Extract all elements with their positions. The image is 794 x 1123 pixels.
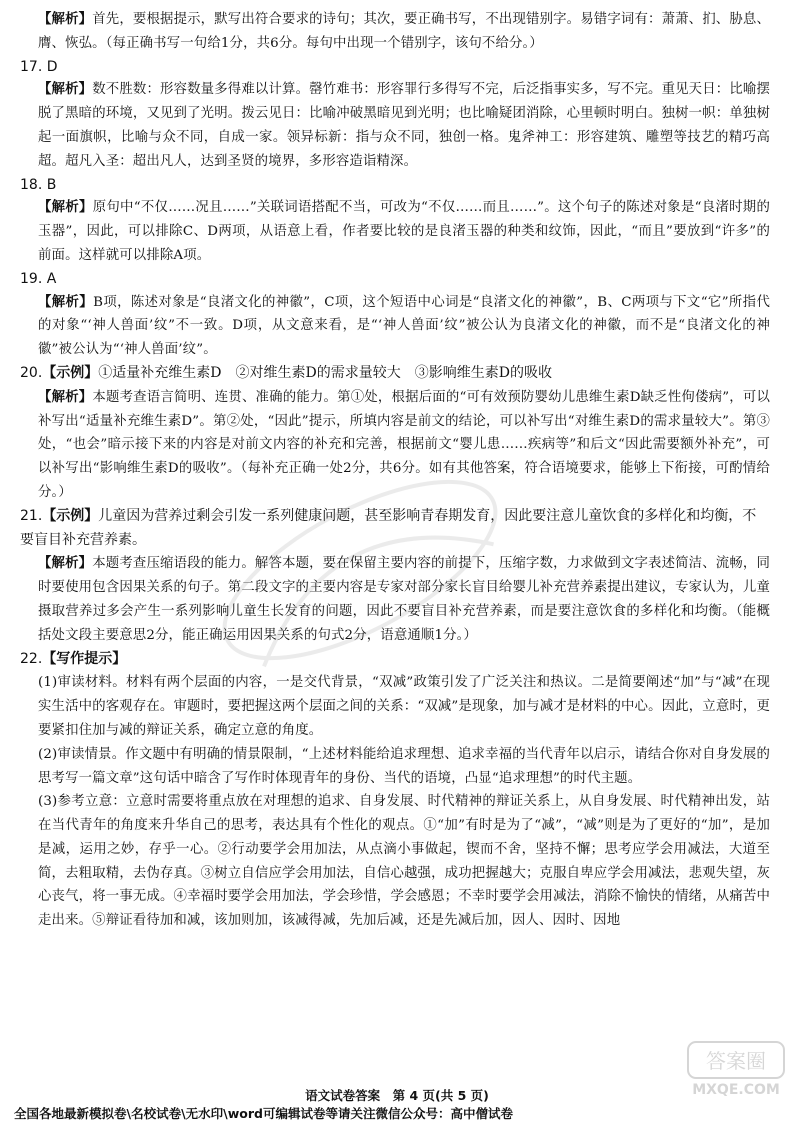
analysis-text: 数不胜数：形容数量多得难以计算。罄竹难书：形容罪行多得写不完，后泛指事实多，写不完。重见天日：比喻摆脱了黑暗的环境，又见到了光明。拨云见日：比喻冲破黑暗见到光明；也比喻疑团消除，心里顿时明白。独树一帜：单独树起一面旗帜，比喻与众不同，自成一家。领异标新：指与众不同，独创一格。鬼斧神工：形容建筑、雕塑等技艺的精巧高超。超凡入圣：超出凡人，达到圣贤的境界，多形容造诣精深。 [38, 82, 770, 169]
promo-line: 全国各地最新模拟卷\名校试卷\无水印\word可编辑试卷等请关注微信公众号：高中僧试卷 [14, 1106, 513, 1121]
analysis-label: 【解析】 [38, 200, 93, 216]
analysis-text: 本题考查压缩语段的能力。解答本题，要在保留主要内容的前提下，压缩字数，力求做到文字表述简洁、流畅，同时要使用包含因果关系的句子。第二段文字的主要内容是专家对部分家长盲目给婴儿补充营养素提出建议，专家认为，儿童摄取营养过多会产生一系列影响儿童生长发育的问题，因此不要盲目补充营养素，而是要注意饮食的多样化和均衡。（能概括处文段主要意思2分，能正确运用因果关系的句式2分，语意通顺1分。） [38, 556, 770, 643]
question-number: 20. [20, 364, 43, 381]
analysis-paragraph [20, 386, 770, 505]
question-lead [20, 648, 770, 672]
example-label: 【示例】 [42, 364, 99, 381]
writing-tip-item: (3)参考立意：立意时需要将重点放在对理想的追求、自身发展、时代精神的辩证关系上，从自身发展、时代精神出发，站在当代青年的角度来升华自己的思考，表达具有个性化的观点。①“加”有时是为了“减”，“减”则是为了更好的“加”，是加是减，运用之妙，存乎一心。②行动要学会用加法，从点滴小事做起，锲而不舍，坚持不懈；思考应学会用减法，大道至简，去粗取精，去伪存真。③树立自信应学会用加法，自信心越强，成功把握越大；克服自卑应学会用减法，悲观失望，灰心丧气，将一事无成。④幸福时要学会用加法，学会珍惜，学会感恩；不幸时要学会用减法，消除不愉快的情绪，从痛苦中走出来。⑤辩证看待加和减，该加则加，该减得减，先加后减，还是先减后加，因人、因时、因地 [38, 794, 770, 929]
analysis-text: B项，陈述对象是“良渚文化的神徽”，C项，这个短语中心词是“良渚文化的神徽”，B、C两项与下文“它”所指代的对象“‘神人兽面’纹”不一致。D项，从文意来看，是“‘神人兽面’纹”被公认为良渚文化的神徽，而不是“良渚文化的神徽”被公认为“‘神人兽面’纹”。 [38, 294, 770, 358]
analysis-label: 【解析】 [38, 12, 93, 27]
badge-text: 答案圈 [706, 1049, 766, 1073]
example-label: 【写作提示】 [42, 650, 127, 667]
writing-tip-item: (2)审读情景。作文题中有明确的情景限制，“上述材料能给追求理想、追求幸福的当代青年以启示，请结合你对自身发展的思考写一篇文章”这句话中暗含了写作时体现青年的身份、当代的语境，凸显“追求理想”的时代主题。 [38, 746, 770, 786]
analysis-paragraph [20, 8, 770, 56]
question-lead [20, 505, 770, 553]
analysis-label: 【解析】 [38, 389, 93, 405]
analysis-text: 原句中“不仅……况且……”关联词语搭配不当，可改为“不仅……而且……”。这个句子的陈述对象是“良渚时期的玉器”，因此，可以排除C、D两项，从语意上看，作者要比较的是良渚玉器的种类和纹饰，因此，“而且”要放到“许多”的前面。这样就可以排除A项。 [38, 200, 770, 263]
analysis-text: 首先，要根据提示，默写出符合要求的诗句；其次，要正确书写，不出现错别字。易错字词有：萧萧、扪、胁息、膺、恢弘。（每正确书写一句给1分，共6分。每句中出现一个错别字，该句不给分。） [38, 12, 770, 51]
question-answer: 18. B [20, 176, 57, 193]
analysis-paragraph [20, 291, 770, 362]
writing-tip-block [20, 790, 770, 933]
site-text: MXQE.COM [692, 1082, 780, 1098]
analysis-paragraph [20, 552, 770, 647]
analysis-label: 【解析】 [38, 556, 93, 572]
example-label: 【示例】 [42, 507, 99, 524]
page-footer: 语文试卷答案 第 4 页(共 5 页) [305, 1088, 489, 1103]
analysis-paragraph [20, 196, 770, 267]
analysis-text: 本题考查语言简明、连贯、准确的能力。第①处，根据后面的“可有效预防婴幼儿患维生素D缺乏性佝偻病”，可以补写出“适量补充维生素D”。第②处，“因此”提示，所填内容是前文的结论，可以补写出“对维生素D的需求量较大”。第③处，“也会”暗示接下来的内容是对前文内容的补充和完善，根据前文“婴儿患……疾病等”和后文“因此需要额外补充”，可以补写出“影响维生素D的吸收”。（每补充正确一处2分，共6分。如有其他答案，符合语境要求，能够上下衔接，可酌情给分。） [38, 389, 770, 500]
question-number: 21. [20, 507, 43, 524]
analysis-label: 【解析】 [38, 82, 93, 98]
writing-tip-item: (1)审读材料。材料有两个层面的内容，一是交代背景，“双减”政策引发了广泛关注和热议。二是简要阐述“加”与“减”在现实生活中的客观存在。审题时，要把握这两个层面之间的关系：“双减”是现象，加与减才是材料的中心。因此，立意时，更要紧扣住加与减的辩证关系，确定立意的角度。 [38, 675, 770, 738]
watermark-badge [686, 1040, 786, 1098]
analysis-label: 【解析】 [38, 294, 94, 310]
question-answer: 19. A [20, 270, 57, 287]
example-text: ①适量补充维生素D ②对维生素D的需求量较大 ③影响维生素D的吸收 [98, 364, 552, 381]
example-text: 儿童因为营养过剩会引发一系列健康问题，甚至影响青春期发育，因此要注意儿童饮食的多样化和均衡，不要盲目补充营养素。 [20, 507, 757, 548]
answer-document [20, 8, 770, 933]
analysis-paragraph [20, 78, 770, 173]
question-lead [20, 362, 770, 386]
question-number: 22. [20, 650, 43, 667]
question-answer: 17. D [20, 58, 58, 75]
writing-tip-block [20, 671, 770, 742]
writing-tip-block [20, 743, 770, 791]
